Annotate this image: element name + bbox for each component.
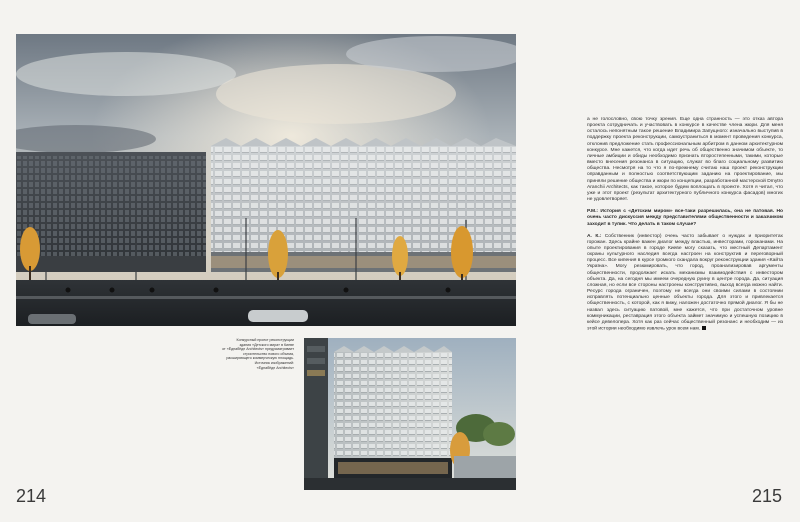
- page-number-left: 214: [16, 486, 47, 506]
- caption-line: здания «Детского мира» в Киеве: [239, 342, 294, 347]
- caption-line: расширяющего коммерческую площадь.: [226, 356, 294, 361]
- end-of-article-mark: [702, 326, 706, 330]
- answer-text: Собственник (инвестор) очень часто забывает о нуждах и приоритетах горожан. Здесь крайне важен диалог между властью, инвесторами, горожанами. На опыте проектирования в городе Киеве могу сказать, что местный Департамент охраны культурного наследия всегда настроен на конструктив и переговорный процесс. Все кипения в курсе громкого скандала вокруг реконструкции здания «Кайта Україна». Могу резюмировать, что город, проанализировав аргументы общественности, продолжает искать механизмы взаимодействия с инвестором объекта. Да, на сегодня мы имеем очередную руину в центре города. Да, ситуация сложная, но если все стороны настроены конструктивно, выход всегда можно найти. Ресурс города ограничен, поэтому не всегда они своими силами в состоянии исправлять потенциально ценные объекты города. Для этого и привлекается общественность, с которой, как я вижу, наложен достаточно прямой диалог. Я бы не назвал здесь ситуацию патовой, мне кажется, что при достаточном уровне коммуникации, реставрация этого объекта займет значимую и успешную позицию в кейсе девелопера. Хотя как раз сейчас общественный резонанс и необходим — из этой истории необходимо извлечь урок всем нам.: [587, 233, 783, 332]
- figure-caption: [196, 338, 294, 370]
- caption-line: «Ёдпабёдн Architects»: [256, 365, 294, 370]
- answer-speaker: А. К.:: [587, 233, 602, 239]
- inset-rendering-illustration: [304, 338, 516, 490]
- hero-rendering: [16, 34, 516, 326]
- article-paragraph: а не голословно, свою точку зрения. Еще одна странность — это отказ автора проекта сотрудничать и участвовать в конкурсе в качестве члена жюри. Для меня осталось непонятным такое решение Владимира Запущного: изначально выступив в поддержку проекта реконструкции, самоустраниться в момент проведения конкурса, отклонив предложение стать профессиональным арбитром в данном архитектурном конкурсе. Мне кажется, что когда идет речь об общественно значимом объекте, то личные амбиции и обиды необходимо признать второстепенными, такими, которые вместо внесения резонанса в ситуацию, служат во благо социальному развитию общества. Несмотря на то что я по-прежнему считаю наш проект реконструкции оправданным и полностью соответствующим заданию на проектирование, мы приняли решение общества и жюри по концепции, разработанной мастерской Dmytro Aranchii Architects, как такое, которое будем воплощать в проекте. Хотя я читал, что уже и этот проект (результат архитектурного публичного конкурса фасадов) многих не удовлетворяет.: [587, 117, 783, 203]
- caption-line: Конкурсный проект реконструкции: [236, 338, 294, 342]
- inset-rendering: [304, 338, 516, 490]
- page-number-right: 215: [752, 486, 783, 506]
- caption-line: Источник изображений:: [254, 360, 294, 365]
- interview-answer: [587, 234, 783, 333]
- interview-question: P.M.: История с «Детским миром» все-таки разрешилась, она не патовая. Но очень часто дискуссия между представителями общественности и заказчиком заходит в тупик. Что делать в таком случае?: [587, 209, 783, 227]
- article-column: [587, 117, 783, 338]
- caption-line: строительство нового объема,: [243, 351, 294, 356]
- caption-line: от «Ёдпабёдн Architects» предусматривает: [222, 347, 294, 352]
- hero-rendering-illustration: [16, 34, 516, 326]
